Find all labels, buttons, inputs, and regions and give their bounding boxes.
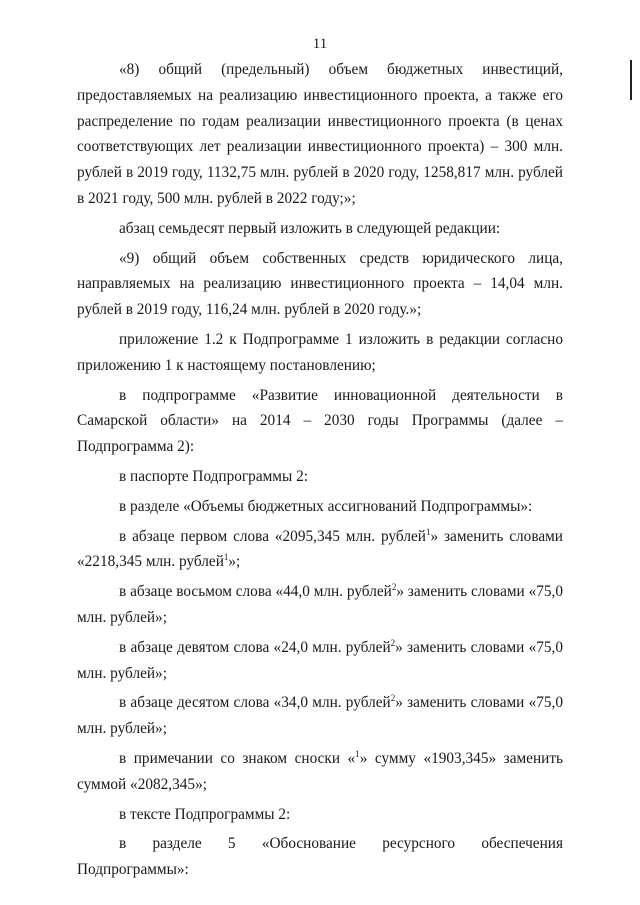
paragraph — [77, 831, 563, 883]
text-run: в разделе 5 «Обоснование ресурсного обеспечения Подпрограммы»: — [77, 835, 563, 879]
text-run: » заменить словами «2218,345 млн. рублей — [77, 527, 563, 571]
footnote-mark: 1 — [355, 748, 360, 759]
page-number: 11 — [312, 36, 328, 52]
paragraph — [77, 216, 563, 242]
paragraph — [77, 635, 563, 687]
footnote-mark: 2 — [391, 582, 397, 593]
text-run: в абзаце девятом слова «24,0 млн. рублей — [119, 638, 391, 656]
paragraph — [77, 464, 563, 490]
footnote-mark: 1 — [223, 552, 229, 563]
text-run: в тексте Подпрограммы 2: — [119, 805, 291, 823]
footnote-mark: 1 — [425, 526, 431, 537]
text-run: в абзаце восьмом слова «44,0 млн. рублей — [119, 583, 392, 601]
text-run: » заменить словами «75,0 млн. рублей»; — [77, 583, 563, 626]
paragraph — [77, 246, 563, 323]
text-run: абзац семьдесят первый изложить в следующей редакции: — [119, 219, 501, 237]
text-run: в разделе «Объемы бюджетных ассигнований Подпрограммы»: — [119, 497, 533, 515]
paragraph — [77, 579, 563, 631]
text-run: в абзаце первом слова «2095,345 млн. рублей — [119, 527, 426, 545]
footnote-mark: 2 — [390, 693, 396, 704]
text-run: «9) общий объем собственных средств юридического лица, направляемых на реализацию инвестиционного проекта – 14,04 млн. рублей в 2019 году, 116,24 млн. рублей в 2020 году.»; — [77, 249, 563, 319]
text-run: в паспорте Подпрограммы 2: — [119, 467, 308, 485]
paragraph — [77, 327, 563, 379]
text-run: в примечании со знаком сноски « — [119, 749, 356, 767]
text-run: » заменить словами «75,0 млн. рублей»; — [77, 638, 563, 682]
scan-edge-mark — [630, 60, 632, 100]
paragraph — [77, 746, 563, 798]
footnote-mark: 2 — [390, 637, 396, 648]
paragraph — [77, 690, 563, 742]
text-run: »; — [228, 553, 241, 571]
paragraph — [77, 524, 563, 576]
text-run: приложение 1.2 к Подпрограмме 1 изложить в редакции согласно приложению 1 к настоящему постановлению; — [77, 330, 563, 374]
text-run: в подпрограмме «Развитие инновационной деятельности в Самарской области» на 2014 – 2030 годы Программы (далее – Подпрограмма 2): — [77, 386, 563, 456]
text-run: » сумму «1903,345» заменить суммой «2082,345»; — [77, 749, 563, 793]
document-body — [77, 57, 563, 883]
text-run: » заменить словами «75,0 млн. рублей»; — [77, 694, 563, 738]
paragraph — [77, 802, 563, 828]
text-run: «8) общий (предельный) объем бюджетных инвестиций, предоставляемых на реализацию инвестиционного проекта, а также его распределение по годам реализации инвестиционного проекта (в ценах соответствующих лет реализации инвестиционного проекта) – 300 млн. рублей в 2019 году, 1132,75 млн. рублей в 2020 году, 1258,817 млн. рублей в 2021 году, 500 млн. рублей в 2022 году;»; — [77, 61, 563, 207]
paragraph — [77, 383, 563, 460]
paragraph — [77, 494, 563, 520]
paragraph — [77, 57, 563, 212]
text-run: в абзаце десятом слова «34,0 млн. рублей — [119, 694, 391, 712]
